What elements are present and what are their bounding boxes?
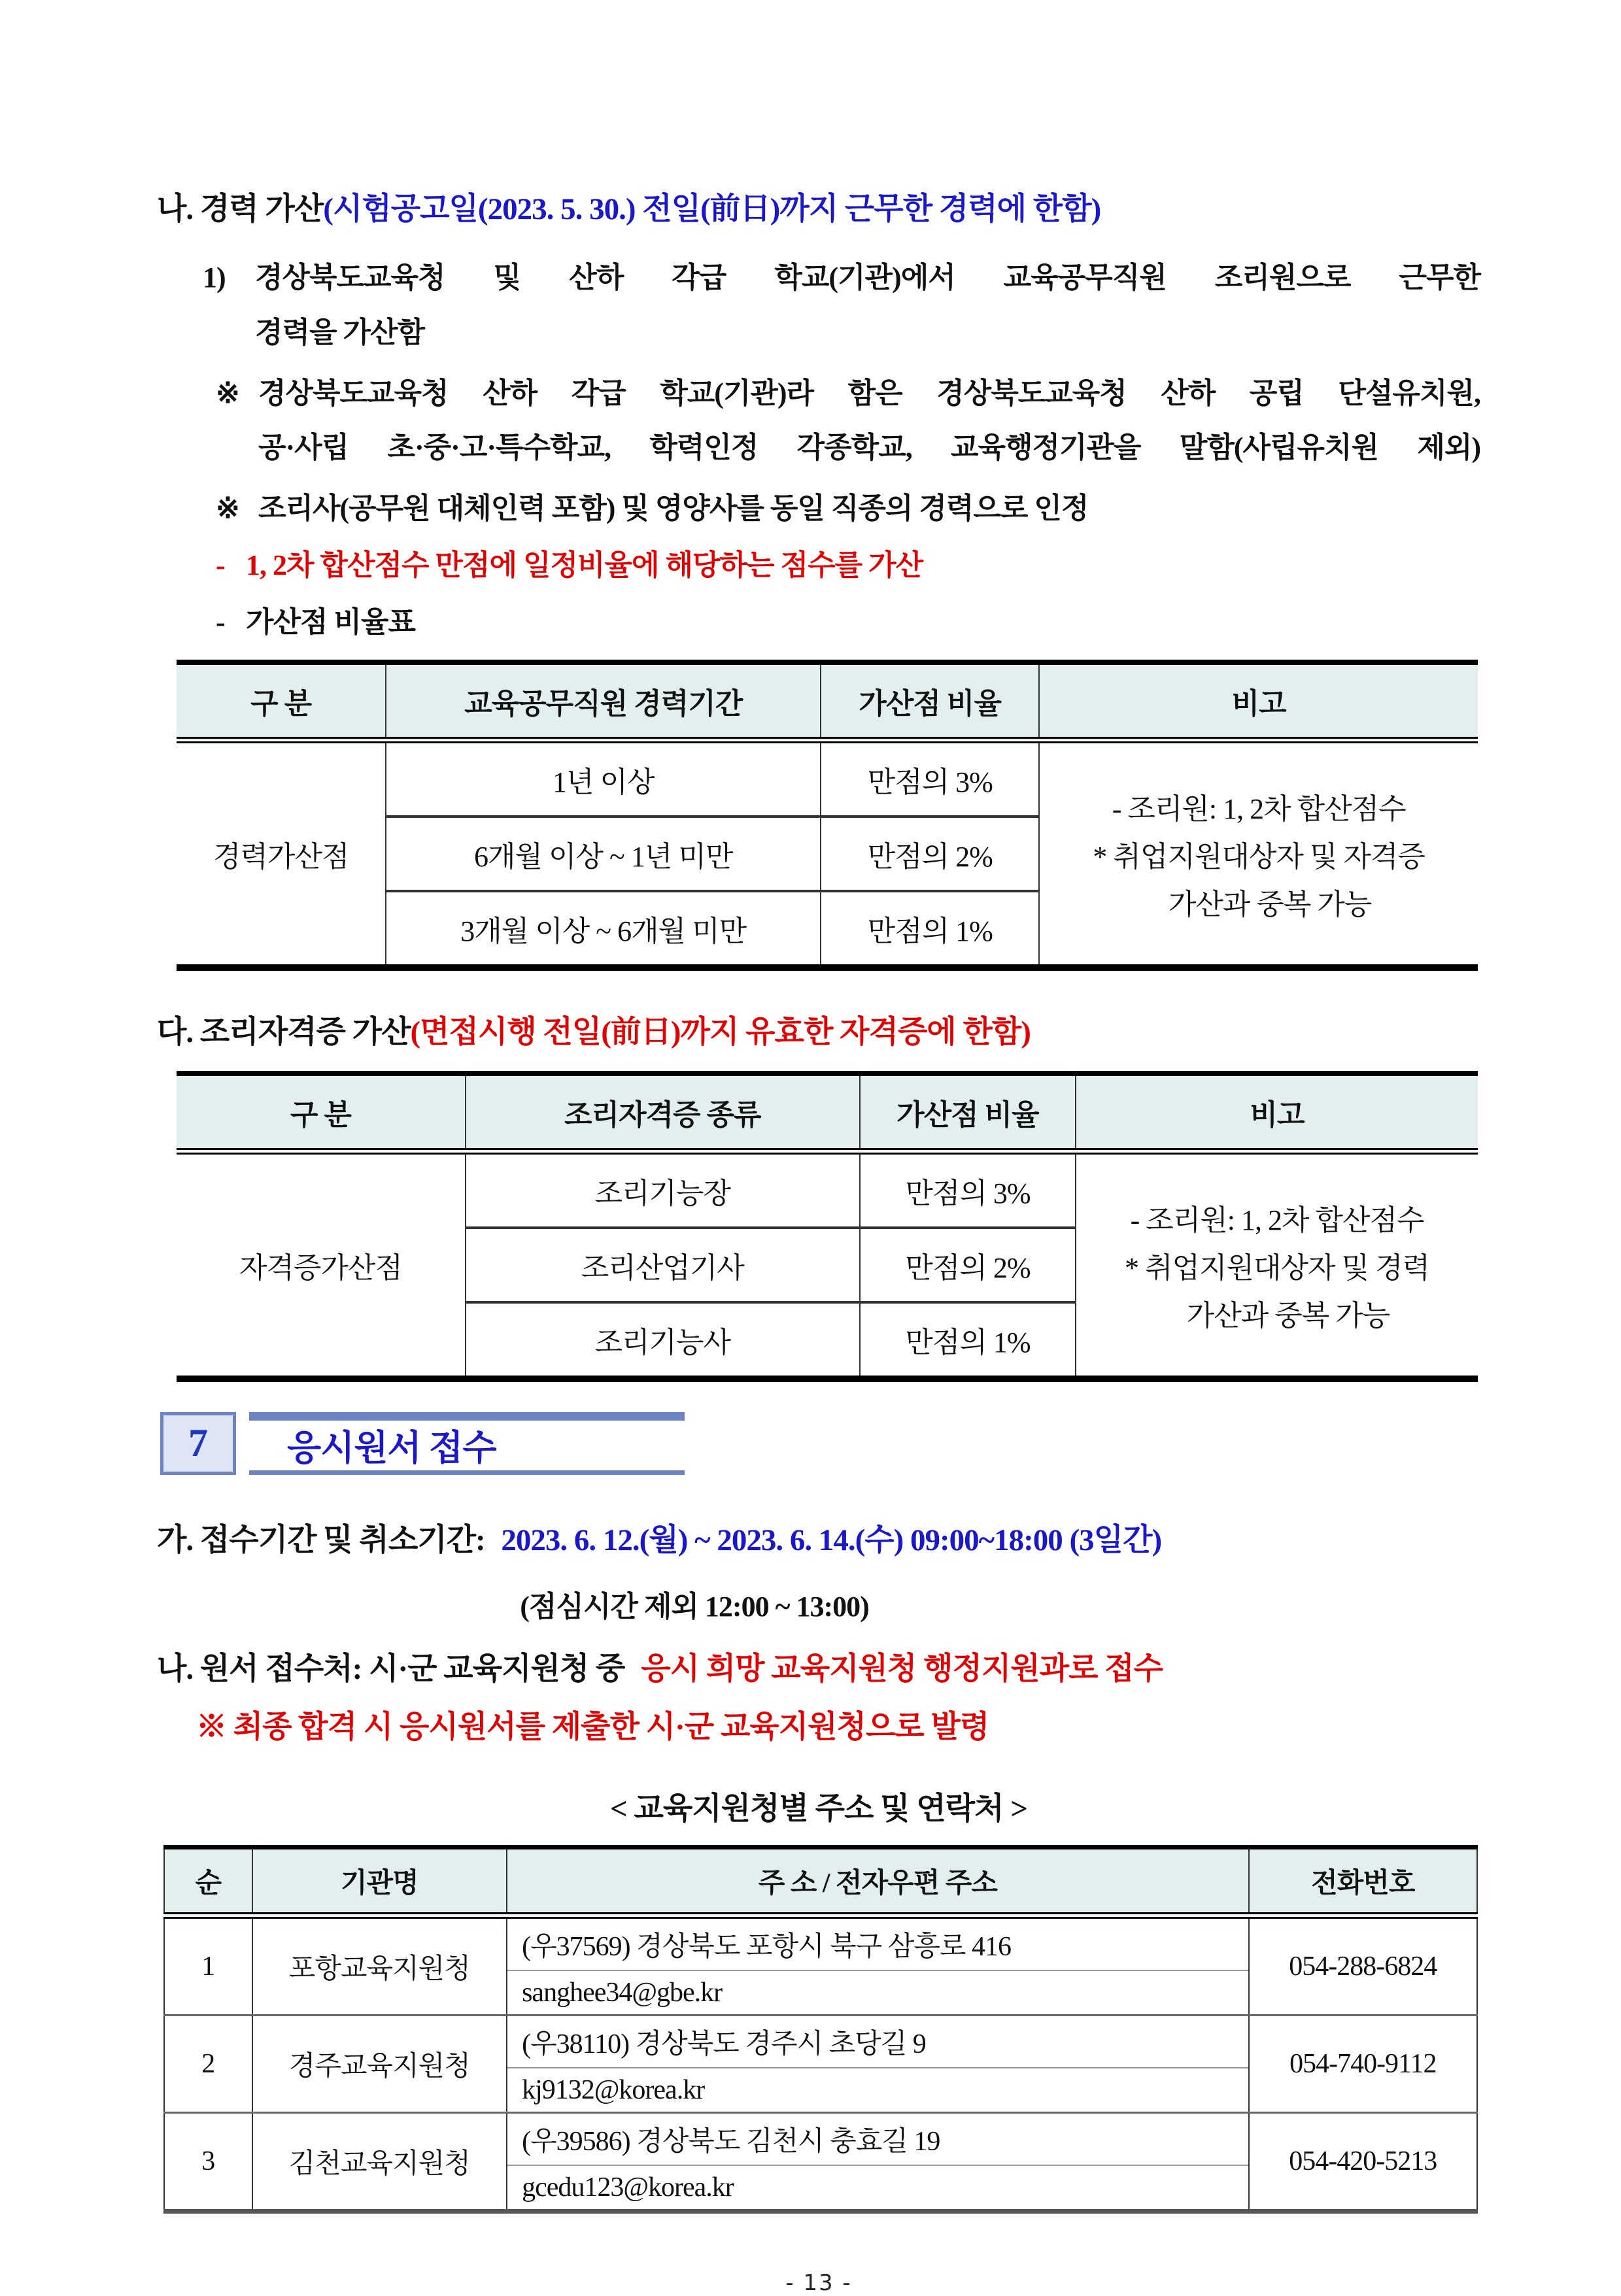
career-note-1-line-1 bbox=[157, 377, 1480, 411]
remark-line: 가산과 중복 가능 bbox=[1168, 888, 1372, 920]
row-label-cell: 자격증가산점 bbox=[239, 1251, 402, 1284]
column-header: 비고 bbox=[1039, 662, 1478, 740]
column-header: 전화번호 bbox=[1249, 1847, 1477, 1916]
career-bonus-heading-note: (시험공고일(2023. 5. 30.) 전일(前日)까지 근무한 경력에 한함) bbox=[323, 192, 1101, 226]
section7-number-box: 7 bbox=[160, 1412, 236, 1475]
column-header: 구 분 bbox=[177, 662, 386, 740]
table-header-row bbox=[164, 1847, 1477, 1916]
cert-bonus-heading bbox=[157, 1007, 1480, 1051]
application-period-line bbox=[157, 1515, 1480, 1559]
application-period-label: 가. 접수기간 및 취소기간: bbox=[157, 1523, 485, 1557]
submission-office-line bbox=[157, 1644, 1480, 1688]
remark-line: - 조리원: 1, 2차 합산점수 bbox=[1112, 792, 1406, 825]
application-period-value: 2023. 6. 12.(월) ~ 2023. 6. 14.(수) 09:00~18:00 (3일간) bbox=[501, 1523, 1162, 1557]
remark-line: * 취업지원대상자 및 경력 bbox=[1125, 1251, 1430, 1284]
reference-mark: ※ bbox=[216, 492, 239, 525]
contact-row bbox=[164, 2112, 1477, 2165]
table-header-row bbox=[177, 662, 1478, 740]
career-item-1-line-2 bbox=[157, 316, 1480, 350]
phone-cell: 054-740-9112 bbox=[1249, 2015, 1477, 2112]
reference-mark: ※ bbox=[216, 377, 239, 409]
dash-marker: - bbox=[216, 549, 225, 581]
section7-title: 응시원서 접수 bbox=[287, 1428, 496, 1468]
row-number-cell: 1 bbox=[201, 1951, 215, 1982]
remark-cell bbox=[1076, 1151, 1478, 1379]
career-bonus-table bbox=[177, 660, 1478, 971]
career-bonus-heading-text: 나. 경력 가산 bbox=[157, 192, 324, 226]
red-note-text: 1, 2차 합산점수 만점에 일정비율에 해당하는 점수를 가산 bbox=[246, 549, 923, 581]
final-appointment-note: ※ 최종 합격 시 응시원서를 제출한 시·군 교육지원청으로 발령 bbox=[196, 1710, 989, 1744]
note-text: 경상북도교육청 산하 각급 학교(기관)라 함은 경상북도교육청 산하 공립 단설유치원, bbox=[258, 377, 1480, 409]
column-header: 기관명 bbox=[252, 1847, 507, 1916]
contact-table-heading: < 교육지원청별 주소 및 연락처 > bbox=[609, 1791, 1028, 1826]
address-cell: (우39586) 경상북도 김천시 충효길 19 bbox=[507, 2112, 1249, 2165]
cert-kind-cell: 조리산업기사 bbox=[466, 1228, 860, 1302]
address-cell: (우37569) 경상북도 포항시 북구 삼흥로 416 bbox=[507, 1916, 1249, 1970]
email-cell: sanghee34@gbe.kr bbox=[507, 1970, 1249, 2016]
note-text: 공·사립 초·중·고·특수학교, 학력인정 각종학교, 교육행정기관을 말함(사립유치원 제외) bbox=[258, 431, 1480, 464]
ratio-cell: 만점의 3% bbox=[860, 1151, 1076, 1228]
caption-text: 가산점 비율표 bbox=[246, 605, 416, 638]
cert-kind-cell: 조리기능사 bbox=[466, 1302, 860, 1379]
table-row bbox=[177, 740, 1478, 817]
ratio-cell: 만점의 1% bbox=[821, 891, 1039, 968]
column-header: 주 소 / 전자우편 주소 bbox=[507, 1847, 1249, 1916]
document-page bbox=[157, 184, 1480, 2296]
period-cell: 1년 이상 bbox=[386, 740, 821, 817]
indent-spacer bbox=[216, 431, 258, 465]
note-text: 조리사(공무원 대체인력 포함) 및 영양사를 동일 직종의 경력으로 인정 bbox=[258, 492, 1089, 525]
section7-title-block bbox=[249, 1412, 685, 1475]
column-header: 순 bbox=[164, 1847, 252, 1916]
column-header: 구 분 bbox=[177, 1073, 466, 1151]
indent-spacer bbox=[203, 316, 255, 350]
cert-bonus-heading-text: 다. 조리자격증 가산 bbox=[157, 1015, 411, 1049]
remark-line: * 취업지원대상자 및 자격증 bbox=[1093, 840, 1425, 873]
office-name-cell: 경주교육지원청 bbox=[252, 2015, 507, 2112]
career-red-note bbox=[157, 549, 1480, 583]
column-header: 가산점 비율 bbox=[821, 662, 1039, 740]
ratio-cell: 만점의 2% bbox=[821, 817, 1039, 891]
column-header: 교육공무직원 경력기간 bbox=[386, 662, 821, 740]
career-note-2 bbox=[157, 492, 1480, 526]
contact-row bbox=[164, 2015, 1477, 2068]
item-text: 경력을 가산함 bbox=[255, 316, 425, 348]
email-cell: gcedu123@korea.kr bbox=[507, 2165, 1249, 2212]
office-name-cell: 포항교육지원청 bbox=[252, 1916, 507, 2016]
ratio-cell: 만점의 1% bbox=[860, 1302, 1076, 1379]
lunch-exclusion-note: (점심시간 제외 12:00 ~ 13:00) bbox=[520, 1590, 869, 1623]
office-name-cell: 김천교육지원청 bbox=[252, 2112, 507, 2211]
row-label-cell: 경력가산점 bbox=[213, 840, 349, 873]
cert-bonus-table bbox=[177, 1071, 1478, 1382]
page-number: - 13 - bbox=[785, 2269, 852, 2296]
table-header-row bbox=[177, 1073, 1478, 1151]
career-table-caption bbox=[157, 605, 1480, 640]
cert-kind-cell: 조리기능장 bbox=[466, 1151, 860, 1228]
dash-marker: - bbox=[216, 605, 225, 638]
column-header: 가산점 비율 bbox=[860, 1073, 1076, 1151]
phone-cell: 054-420-5213 bbox=[1249, 2112, 1477, 2211]
period-cell: 6개월 이상 ~ 1년 미만 bbox=[386, 817, 821, 891]
item-text: 경상북도교육청 및 산하 각급 학교(기관)에서 교육공무직원 조리원으로 근무한 bbox=[255, 262, 1480, 294]
career-bonus-heading bbox=[157, 184, 1480, 228]
section7-banner bbox=[160, 1412, 1480, 1475]
career-note-1-line-2 bbox=[157, 431, 1480, 465]
email-cell: kj9132@korea.kr bbox=[507, 2068, 1249, 2113]
submission-office-label: 나. 원서 접수처: 시·군 교육지원청 중 bbox=[157, 1651, 625, 1686]
row-number-cell: 3 bbox=[164, 2112, 252, 2211]
contact-table bbox=[163, 1845, 1478, 2214]
row-number-cell: 2 bbox=[164, 2015, 252, 2112]
ratio-cell: 만점의 3% bbox=[821, 740, 1039, 817]
remark-line: - 조리원: 1, 2차 합산점수 bbox=[1130, 1204, 1424, 1236]
column-header: 비고 bbox=[1076, 1073, 1478, 1151]
period-cell: 3개월 이상 ~ 6개월 미만 bbox=[386, 891, 821, 968]
item-marker: 1) bbox=[203, 262, 226, 294]
remark-line: 가산과 중복 가능 bbox=[1186, 1299, 1390, 1332]
remark-cell bbox=[1039, 740, 1478, 968]
column-header: 조리자격증 종류 bbox=[466, 1073, 860, 1151]
phone-cell: 054-288-6824 bbox=[1249, 1916, 1477, 2016]
cert-bonus-heading-note: (면접시행 전일(前日)까지 유효한 자격증에 한함) bbox=[410, 1015, 1031, 1049]
table-row bbox=[177, 1151, 1478, 1228]
address-cell: (우38110) 경상북도 경주시 초당길 9 bbox=[507, 2015, 1249, 2068]
contact-row bbox=[164, 1916, 1477, 1970]
career-item-1-line-1 bbox=[157, 261, 1480, 295]
ratio-cell: 만점의 2% bbox=[860, 1228, 1076, 1302]
submission-office-value: 응시 희망 교육지원청 행정지원과로 접수 bbox=[641, 1651, 1163, 1686]
